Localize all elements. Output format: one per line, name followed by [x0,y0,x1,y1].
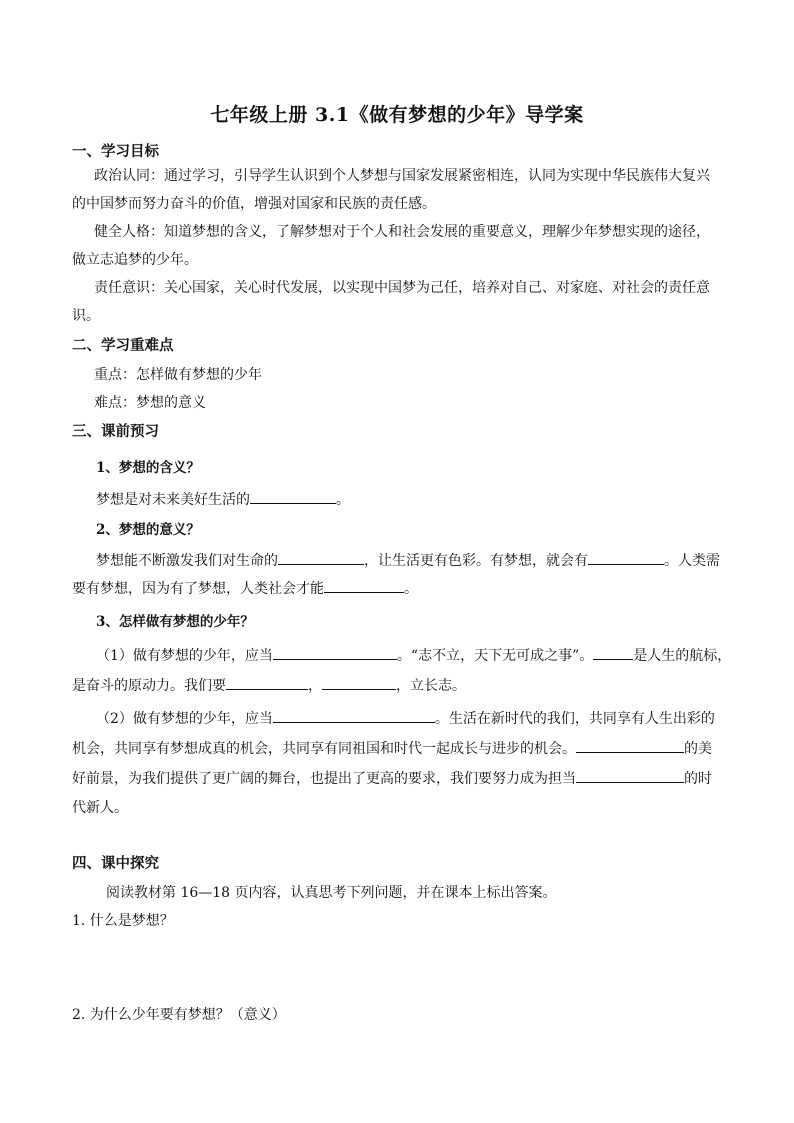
preview-answer-3-2-line2 [72,736,712,758]
objective-personality-line2: 做立志追梦的少年。 [72,252,198,268]
objective-political-line1: 政治认同：通过学习，引导学生认识到个人梦想与国家发展紧密相连，认同为实现中华民族伟大复兴 [94,168,710,184]
answer-text: 的美 [684,741,712,757]
answer-text: 。 [336,492,350,508]
answer-text: 是人生的航标， [633,648,732,664]
objective-responsibility-line2: 识。 [72,308,100,324]
answer-text: ，让生活更有色彩。有梦想，就会有 [364,553,588,569]
answer-text: 。生活在新时代的我们，共同享有人生出彩的 [434,711,715,727]
objective-responsibility-line1: 责任意识：关心国家，关心时代发展，以实现中国梦为己任，培养对自己、对家庭、对社会的责任意 [94,280,710,296]
answer-text: 的时 [684,771,712,787]
section-heading-preview: 三、课前预习 [72,423,159,440]
document-title: 七年级上册 3.1《做有梦想的少年》导学案 [210,104,584,126]
fill-blank[interactable] [324,576,404,593]
fill-blank[interactable] [576,736,684,753]
preview-question-1: 1、梦想的含义？ [96,460,200,476]
fill-blank[interactable] [593,643,633,660]
section-heading-key-points: 二、学习重难点 [72,337,174,354]
key-point: 重点：怎样做有梦想的少年 [94,367,262,383]
answer-text: 好前景，为我们提供了更广阔的舞台，也提出了更高的要求，我们要努力成为担当 [72,771,576,787]
preview-answer-1 [96,487,350,509]
answer-text: 梦想是对未来美好生活的 [96,492,250,508]
answer-text: 。“志不立，天下无可成之事”。 [396,648,594,664]
preview-answer-2-line1 [96,548,720,570]
difficult-point: 难点：梦想的意义 [94,395,206,411]
preview-answer-3-2-line4: 代新人。 [72,800,128,816]
fill-blank[interactable] [588,548,664,565]
exploration-intro: 阅读教材第 16—18 页内容，认真思考下列问题，并在课本上标出答案。 [106,885,557,901]
answer-text: （1）做有梦想的少年，应当 [96,648,273,664]
preview-answer-3-2-line3 [72,766,712,788]
fill-blank[interactable] [250,487,336,504]
preview-answer-3-1-line1 [96,643,731,665]
answer-text: 机会，共同享有梦想成真的机会，共同享有同祖国和时代一起成长与进步的机会。 [72,741,576,757]
preview-question-3: 3、怎样做有梦想的少年？ [96,614,254,630]
preview-answer-2-line2 [72,576,418,598]
exploration-question-1: 1. 什么是梦想？ [72,913,174,929]
exploration-question-2: 2. 为什么少年要有梦想？（意义） [72,1007,286,1023]
objective-personality-line1: 健全人格：知道梦想的含义，了解梦想对于个人和社会发展的重要意义，理解少年梦想实现的途径， [94,224,710,240]
answer-text: 。 [404,581,418,597]
fill-blank[interactable] [273,643,397,660]
fill-blank[interactable] [576,766,684,783]
fill-blank[interactable] [226,673,308,690]
fill-blank[interactable] [278,548,364,565]
preview-answer-3-1-line2 [72,673,466,695]
answer-text: 。人类需 [664,553,720,569]
preview-question-2: 2、梦想的意义？ [96,522,200,538]
answer-text: （2）做有梦想的少年，应当 [96,711,273,727]
section-heading-exploration: 四、课中探究 [72,855,159,872]
preview-answer-3-2-line1 [96,706,715,728]
objective-political-line2: 的中国梦而努力奋斗的价值，增强对国家和民族的责任感。 [72,196,436,212]
answer-text: 是奋斗的原动力。我们要 [72,678,226,694]
answer-text: 梦想能不断激发我们对生命的 [96,553,278,569]
answer-text: ， [308,678,322,694]
fill-blank[interactable] [322,673,396,690]
answer-text: 要有梦想，因为有了梦想，人类社会才能 [72,581,324,597]
fill-blank[interactable] [273,706,435,723]
answer-text: ，立长志。 [396,678,466,694]
section-heading-objectives: 一、学习目标 [72,143,159,160]
